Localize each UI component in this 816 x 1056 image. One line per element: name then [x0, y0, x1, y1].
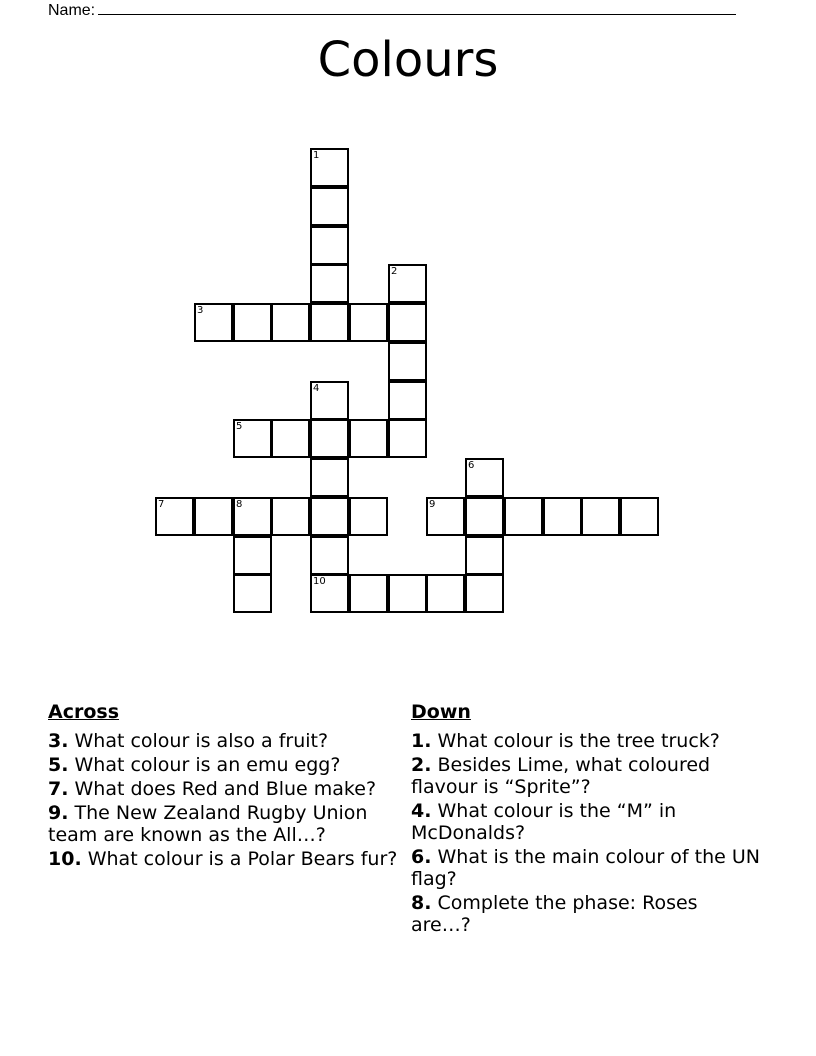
cell-number: 4	[313, 383, 320, 394]
grid-cell[interactable]	[310, 419, 349, 458]
clue-number: 5.	[48, 754, 69, 776]
name-field[interactable]	[48, 0, 736, 20]
down-clue	[411, 892, 761, 936]
across-clue	[48, 802, 398, 846]
grid-cell[interactable]	[620, 497, 659, 536]
grid-cell[interactable]	[543, 497, 582, 536]
grid-cell[interactable]	[310, 536, 349, 575]
grid-cell[interactable]	[233, 419, 272, 458]
grid-cell[interactable]	[310, 458, 349, 497]
grid-cell[interactable]	[504, 497, 543, 536]
cell-number: 9	[429, 499, 436, 510]
down-clues	[411, 700, 761, 938]
cell-number: 5	[236, 421, 243, 432]
clue-number: 10.	[48, 848, 82, 870]
name-label: Name:	[48, 2, 96, 19]
grid-cell[interactable]	[310, 497, 349, 536]
cell-number: 1	[313, 150, 320, 161]
clue-number: 4.	[411, 800, 432, 822]
grid-cell[interactable]	[271, 497, 310, 536]
clue-number: 7.	[48, 778, 69, 800]
grid-cell[interactable]	[233, 574, 272, 613]
clue-text: The New Zealand Rugby Union team are known as the All…?	[48, 802, 368, 846]
cell-number: 3	[197, 305, 204, 316]
clue-number: 1.	[411, 730, 432, 752]
down-heading: Down	[411, 701, 471, 723]
across-clue	[48, 730, 398, 752]
clue-text: What colour is the tree truck?	[437, 730, 720, 752]
clue-number: 6.	[411, 846, 432, 868]
across-clue	[48, 754, 398, 776]
cell-number: 7	[158, 499, 165, 510]
clue-number: 9.	[48, 802, 69, 824]
across-clue	[48, 848, 398, 870]
grid-cell[interactable]	[465, 497, 504, 536]
grid-cell[interactable]	[194, 303, 233, 342]
cell-number: 2	[391, 266, 398, 277]
grid-cell[interactable]	[155, 497, 194, 536]
clue-number: 8.	[411, 892, 432, 914]
grid-cell[interactable]	[233, 497, 272, 536]
clue-text: Besides Lime, what coloured flavour is “Sprite”?	[411, 754, 711, 798]
grid-cell[interactable]	[465, 458, 504, 497]
cell-number: 10	[313, 576, 326, 587]
grid-cell[interactable]	[233, 536, 272, 575]
down-clue	[411, 754, 761, 798]
grid-cell[interactable]	[388, 342, 427, 381]
grid-cell[interactable]	[426, 574, 465, 613]
across-heading: Across	[48, 701, 120, 723]
across-clue	[48, 778, 398, 800]
clue-text: What colour is a Polar Bears fur?	[87, 848, 398, 870]
grid-cell[interactable]	[194, 497, 233, 536]
clue-text: What is the main colour of the UN flag?	[411, 846, 760, 890]
grid-cell[interactable]	[349, 419, 388, 458]
grid-cell[interactable]	[310, 303, 349, 342]
name-underline[interactable]	[98, 0, 736, 15]
grid-cell[interactable]	[581, 497, 620, 536]
grid-cell[interactable]	[310, 187, 349, 226]
grid-cell[interactable]	[388, 303, 427, 342]
grid-cell[interactable]	[388, 381, 427, 420]
grid-cell[interactable]	[349, 497, 388, 536]
grid-cell[interactable]	[349, 303, 388, 342]
cell-number: 6	[468, 460, 475, 471]
down-clue	[411, 846, 761, 890]
grid-cell[interactable]	[310, 574, 349, 613]
down-clue	[411, 800, 761, 844]
grid-cell[interactable]	[310, 226, 349, 265]
grid-cell[interactable]	[271, 419, 310, 458]
grid-cell[interactable]	[388, 574, 427, 613]
grid-cell[interactable]	[465, 574, 504, 613]
clue-text: What does Red and Blue make?	[74, 778, 377, 800]
grid-cell[interactable]	[310, 264, 349, 303]
grid-cell[interactable]	[271, 303, 310, 342]
grid-cell[interactable]	[388, 264, 427, 303]
grid-cell[interactable]	[465, 536, 504, 575]
across-clues	[48, 700, 398, 872]
clue-text: What colour is also a fruit?	[74, 730, 329, 752]
grid-cell[interactable]	[233, 303, 272, 342]
grid-cell[interactable]	[349, 574, 388, 613]
grid-cell[interactable]	[388, 419, 427, 458]
puzzle-title: Colours	[317, 32, 499, 88]
down-clue	[411, 730, 761, 752]
clue-number: 3.	[48, 730, 69, 752]
cell-number: 8	[236, 499, 243, 510]
clue-text: What colour is an emu egg?	[74, 754, 341, 776]
clue-number: 2.	[411, 754, 432, 776]
clue-text: What colour is the “M” in McDonalds?	[411, 800, 677, 844]
grid-cell[interactable]	[426, 497, 465, 536]
clue-text: Complete the phase: Roses are…?	[411, 892, 698, 936]
grid-cell[interactable]	[310, 148, 349, 187]
grid-cell[interactable]	[310, 381, 349, 420]
